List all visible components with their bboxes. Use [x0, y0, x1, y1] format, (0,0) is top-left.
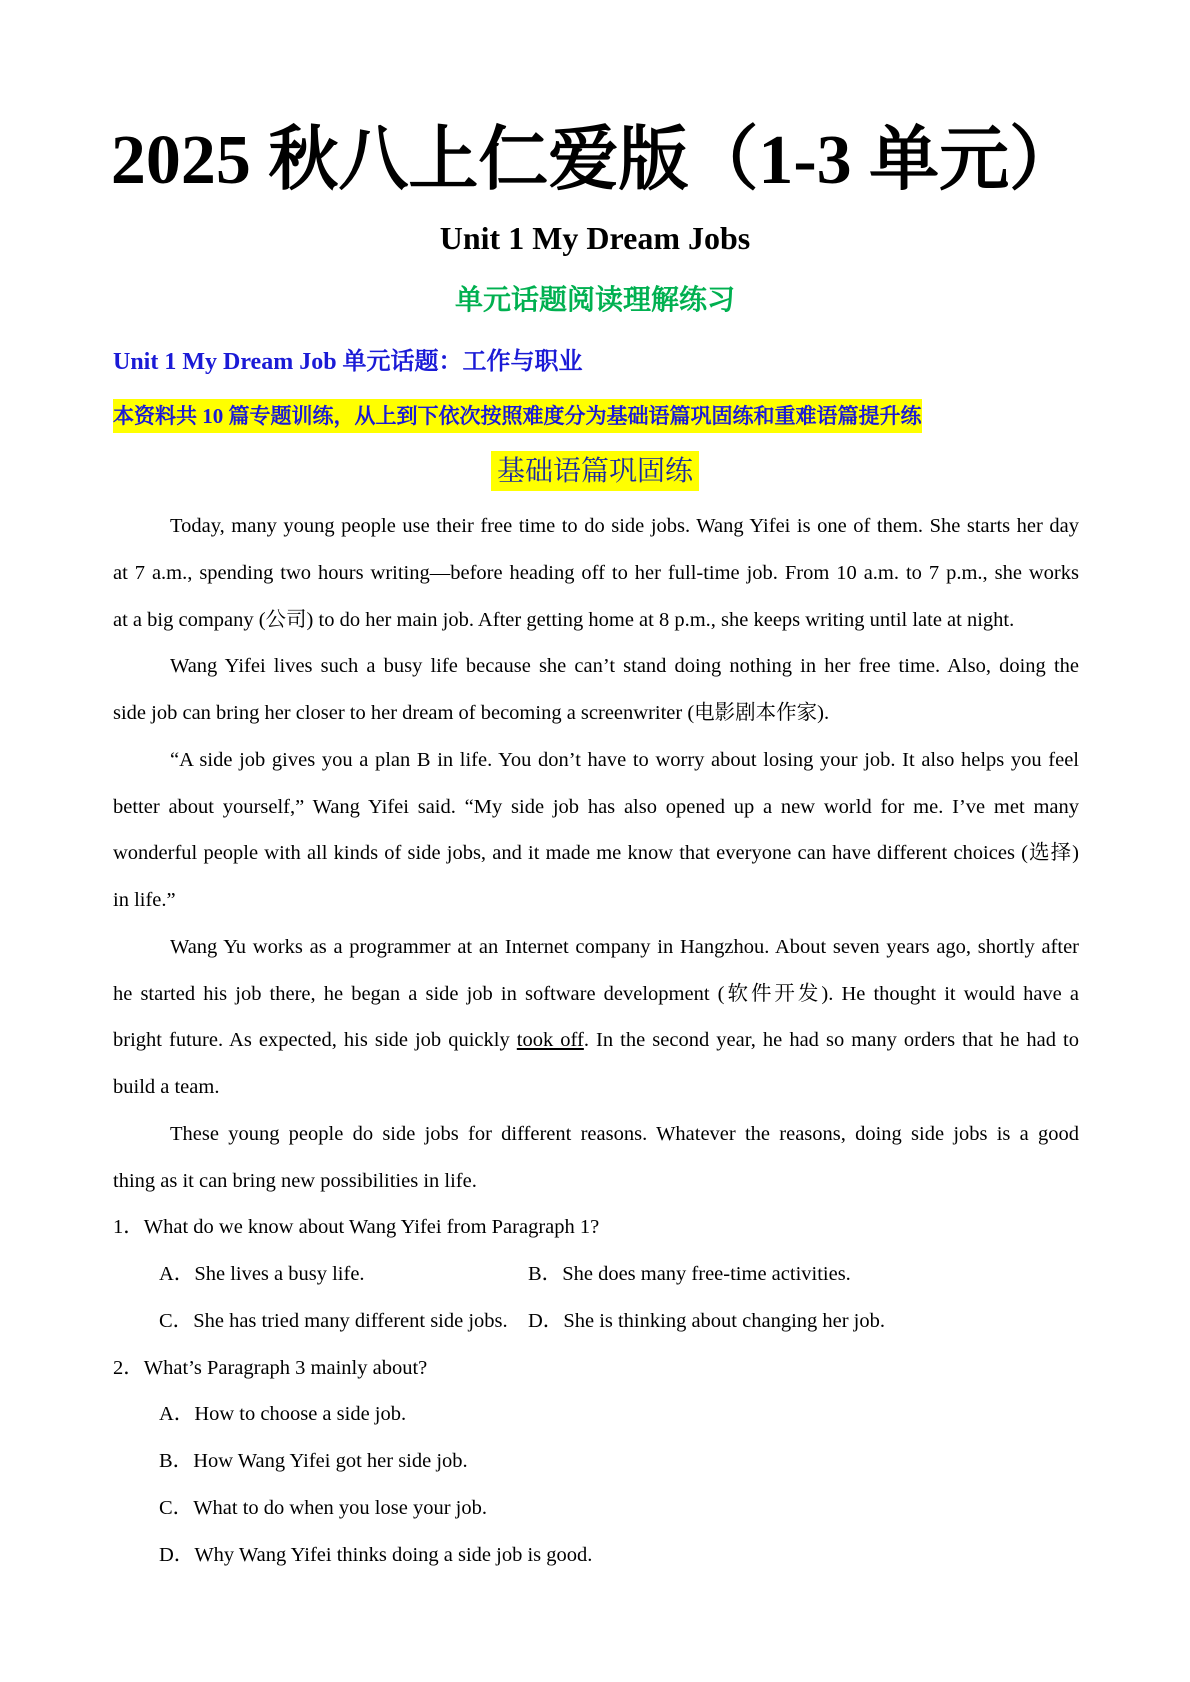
option-text: What to do when you lose your job. — [193, 1496, 487, 1519]
passage-line: at a big company (公司) to do her main job. After getting home at 8 p.m., she keeps writing until late at night. — [113, 608, 1015, 631]
passage-line: build a team. — [113, 1076, 220, 1098]
option-text: She has tried many different side jobs. — [193, 1309, 508, 1332]
passage-line: Wang Yu works as a programmer at an Internet company in Hangzhou. About seven years ago, shortly after — [170, 935, 1079, 958]
passage-line: thing as it can bring new possibilities in life. — [113, 1169, 477, 1192]
option-text: How to choose a side job. — [194, 1403, 407, 1426]
line-text: bright future. As expected, his side job quickly — [113, 1029, 517, 1052]
option-letter: B． — [528, 1263, 563, 1285]
passage-line: at 7 a.m., spending two hours writing—before heading off to her full-time job. From 10 a.m. to 7 p.m., she works — [113, 561, 1079, 584]
passage-line: Wang Yifei lives such a busy life because she can’t stand doing nothing in her free time. Also, doing the — [170, 655, 1079, 678]
option-letter: C． — [159, 1309, 194, 1332]
paragraph-2 — [113, 643, 1079, 737]
passage-line: “A side job gives you a plan B in life. You don’t have to worry about losing your job. It also helps you feel — [170, 748, 1079, 771]
passage-line — [113, 1017, 1079, 1064]
option-letter: A． — [159, 1263, 195, 1285]
question-number: 1． — [113, 1216, 144, 1239]
passage-line: better about yourself,” Wang Yifei said. “My side job has also opened up a new world for me. I’ve met many — [113, 795, 1079, 818]
question-1 — [113, 1204, 1079, 1344]
paragraph-5 — [113, 1111, 1079, 1205]
option-text: She is thinking about changing her job. — [563, 1309, 886, 1332]
question-number: 2． — [113, 1356, 144, 1379]
passage-line: wonderful people with all kinds of side jobs, and it made me know that everyone can have different choices (选择) — [113, 842, 1079, 865]
option-text: She does many free-time activities. — [562, 1263, 851, 1285]
option-text: She lives a busy life. — [194, 1263, 365, 1285]
option-letter: D． — [528, 1309, 564, 1332]
section-heading: 单元话题阅读理解练习 — [454, 283, 735, 316]
question-stem — [113, 1345, 1079, 1392]
passage-line: Today, many young people use their free time to do side jobs. Wang Yifei is one of them. She starts her day — [170, 515, 1079, 537]
options-row — [113, 1298, 1079, 1345]
question-text: What do we know about Wang Yifei from Paragraph 1? — [143, 1216, 600, 1239]
passage-and-questions — [113, 503, 1079, 1578]
question-stem — [113, 1204, 1079, 1251]
question-2 — [113, 1345, 1079, 1579]
passage-line: he started his job there, he began a side job in software development (软件开发). He thought it would have a — [113, 982, 1079, 1005]
paragraph-4 — [113, 924, 1079, 1111]
option-d — [113, 1532, 1079, 1579]
paragraph-1 — [113, 503, 1079, 643]
passage-line: These young people do side jobs for different reasons. Whatever the reasons, doing side jobs is a good — [170, 1122, 1079, 1145]
underlined-phrase: took off — [516, 1029, 584, 1052]
notice-row — [113, 399, 922, 433]
option-letter: A． — [159, 1403, 195, 1426]
level-heading: 基础语篇巩固练 — [491, 451, 699, 491]
option-b — [528, 1263, 851, 1285]
question-text: What’s Paragraph 3 mainly about? — [143, 1356, 428, 1379]
option-d — [528, 1310, 885, 1332]
passage-line: in life.” — [113, 889, 176, 911]
option-letter: C． — [159, 1496, 194, 1519]
option-a — [113, 1391, 1079, 1438]
option-text: Why Wang Yifei thinks doing a side job is good. — [194, 1543, 593, 1566]
option-a — [159, 1251, 528, 1298]
option-letter: B． — [159, 1450, 194, 1472]
line-text: . In the second year, he had so many orders that he had to — [583, 1029, 1079, 1052]
level-row — [0, 451, 1190, 491]
option-letter: D． — [159, 1543, 195, 1566]
option-b — [113, 1438, 1079, 1485]
notice-highlight: 本资料共 10 篇专题训练，从上到下依次按照难度分为基础语篇巩固练和重难语篇提升练 — [113, 399, 922, 433]
passage-line: side job can bring her closer to her dream of becoming a screenwriter (电影剧本作家). — [113, 702, 830, 724]
unit-title: Unit 1 My Dream Jobs — [439, 220, 751, 256]
topic-line: Unit 1 My Dream Job 单元话题：工作与职业 — [113, 349, 583, 375]
option-text: How Wang Yifei got her side job. — [193, 1450, 468, 1472]
option-c — [113, 1485, 1079, 1532]
paragraph-3 — [113, 737, 1079, 924]
document-title: 2025 秋八上仁爱版（1-3 单元） — [110, 122, 1080, 199]
options-row — [113, 1251, 1079, 1298]
option-c — [159, 1298, 528, 1345]
